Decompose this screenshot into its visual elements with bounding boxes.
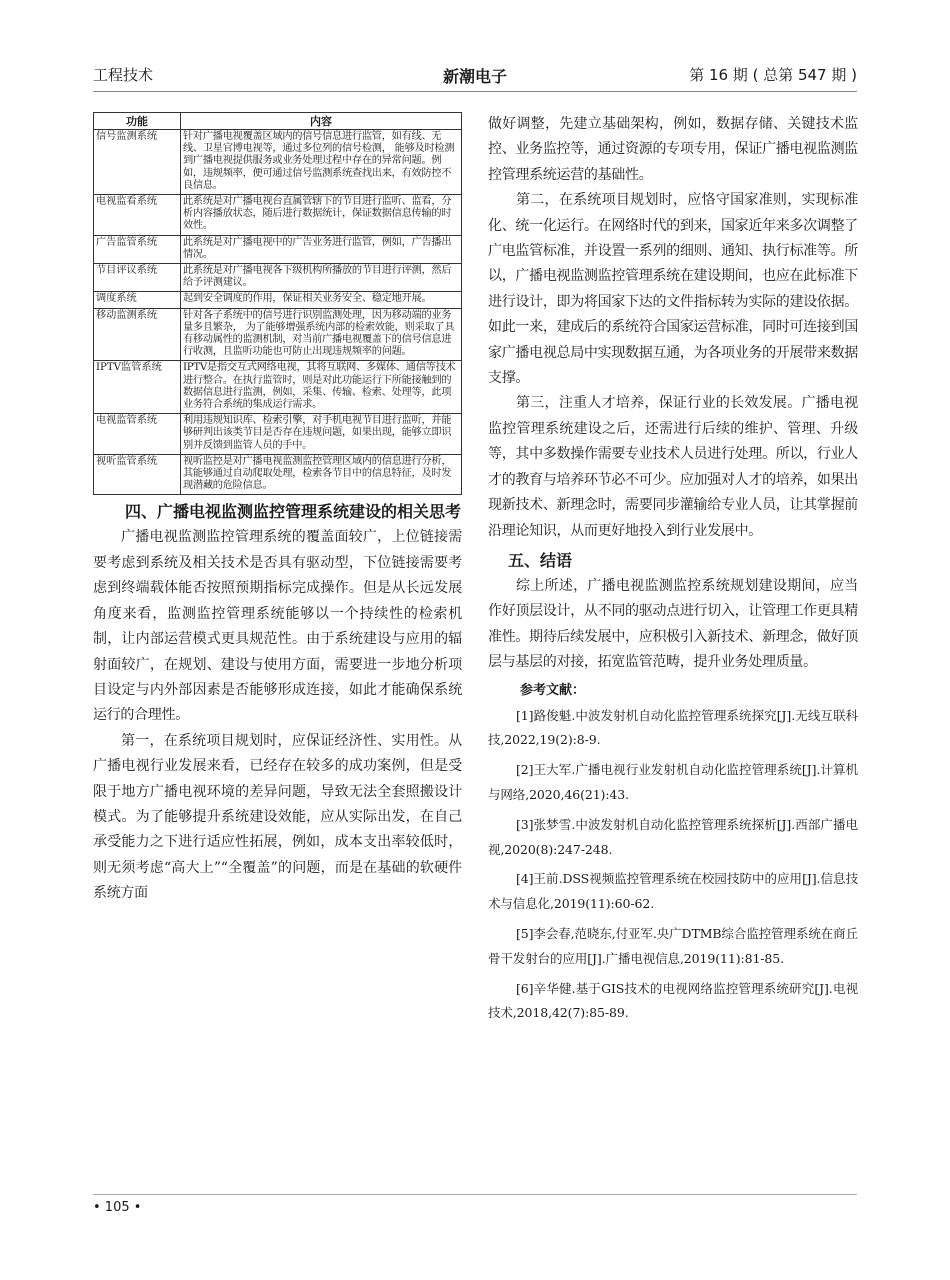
paragraph: 综上所述，广播电视监测监控系统规划建设期间，应当作好顶层设计，从不同的驱动点进行切入，让管理工作更具精准性。期待后续发展中，应积极引入新技术、新理念，做好顶层与基层的对接，拓宽监管范畴，提升业务处理质量。 (488, 577, 858, 671)
table-row (94, 130, 462, 195)
table-cell-content: 此系统是对广播电视台直属管辖下的节目进行监听、监看，分析内容播放状态，随后进行数据统计，保证数据信息传输的时效性。 (181, 195, 462, 236)
table-header-function: 功能 (94, 113, 181, 130)
table-row (94, 454, 462, 495)
section-5-body (488, 574, 858, 676)
table-row (94, 235, 462, 263)
table-cell-content: IPTV是指交互式网络电视，其将互联网、多媒体、通信等技术进行整合。在执行监管时，则是对此功能运行下所能接触到的数据信息进行监测，例如，采集、传输、检索、处理等，此项业务符合系统的集成运行需求。 (181, 361, 462, 414)
reference-item: [1]路俊魁.中波发射机自动化监控管理系统探究[J].无线互联科技,2022,19(2):8-9. (488, 707, 858, 748)
references-heading: 参考文献： (520, 682, 586, 698)
table-cell-function: 移动监测系统 (94, 308, 181, 361)
header-journal-name: 新潮电子 (442, 67, 507, 86)
table-row (94, 361, 462, 414)
section-5-heading: 五、结语 (508, 550, 573, 570)
table-cell-function: 电视监管系统 (94, 414, 181, 455)
section-4-body (93, 525, 462, 906)
reference-item: [5]李会春,范晓东,付亚军.央广DTMB综合监控管理系统在商丘骨干发射台的应用[J].广播电视信息,2019(11):81-85. (488, 925, 858, 966)
table-cell-content: 此系统是对广播电视中的广告业务进行监管，例如，广告播出情况。 (181, 235, 462, 263)
reference-item: [2]王大军.广播电视行业发射机自动化监控管理系统[J].计算机与网络,2020,46(21):43. (488, 762, 858, 802)
table-cell-content: 视听监控是对广播电视监测监控管理区域内的信息进行分析，其能够通过自动爬取处理，检索各节目中的信息特征，及时发现潜藏的危险信息。 (181, 454, 462, 495)
table-row (94, 292, 462, 308)
left-column (93, 112, 462, 907)
section-4-heading: 四、广播电视监测监控管理系统建设的相关思考 (125, 502, 462, 522)
table-cell-function: 调度系统 (94, 292, 181, 308)
table-row (94, 264, 462, 292)
reference-item: [6]辛华健.基于GIS技术的电视网络监控管理系统研究[J].电视技术,2018,42(7):85-89. (488, 980, 858, 1021)
table-cell-function: 信号监测系统 (94, 130, 181, 195)
table-row (94, 195, 462, 236)
table-cell-content: 针对各子系统中的信号进行识别监测处理，因为移动端的业务量多且繁杂， 为了能够增强系统内部的检索效能，则采取了具有移动属性的监测机制，对当前广播电视覆盖下的信号信息进行收测，且监听功能也可防止出现违规频率的问题。 (181, 308, 462, 361)
page-number: • 105 • (93, 1200, 142, 1215)
table-cell-content: 利用违规知识库、检索引擎，对手机电视节目进行监听，并能够研判出该类节目是否存在违规问题，如果出现，能够立即识别并反馈到监管人员的手中。 (181, 414, 462, 455)
header-section-label: 工程技术 (93, 66, 154, 84)
header-issue-number: 第 16 期 ( 总第 547 期 ) (689, 66, 857, 84)
right-column-body (488, 112, 858, 544)
table-cell-function: 节目评议系统 (94, 264, 181, 292)
table-cell-content: 起到安全调度的作用，保证相关业务安全、稳定地开展。 (181, 292, 462, 308)
table-cell-function: 广告监管系统 (94, 235, 181, 263)
reference-item: [3]张梦雪.中波发射机自动化监控管理系统探析[J].西部广播电视,2020(8):247-248. (488, 816, 858, 857)
footer-rule (93, 1194, 857, 1195)
page-header (93, 64, 857, 88)
table-cell-content: 此系统是对广播电视各下级机构所播放的节目进行评测，然后给予评测建议。 (181, 264, 462, 292)
header-rule (93, 91, 857, 92)
references-list (488, 704, 858, 1027)
table-cell-content: 针对广播电视覆盖区域内的信号信息进行监管，如有线、无线、卫星官博电视等，通过多位列的信号检测， 能够及时检测到广播电视提供服务或业务处理过程中存在的异常问题。例如，违规频率，便可通过信号监测系统查找出来，有效防控不良信息。 (181, 130, 462, 195)
right-column (488, 112, 858, 1031)
paragraph: 第二，在系统项目规划时，应恪守国家准则，实现标准化、统一化运行。在网络时代的到来，国家近年来多次调整了广电监管标准，并设置一系列的细则、通知、执行标准等。所以，广播电视监测监控管理系统在建设期间，也应在此标准下进行设计，即为将国家下达的文件指标转为实际的建设依据。如此一来，建成后的系统符合国家运营标准，同时可连接到国家广播电视总局中实现数据互通，为各项业务的开展带来数据支撑。 (488, 192, 858, 387)
reference-item: [4]王前.DSS视频监控管理系统在校园技防中的应用[J].信息技术与信息化,2019(11):60-62. (488, 871, 858, 912)
table-cell-function: 视听监管系统 (94, 454, 181, 495)
table-cell-function: IPTV监管系统 (94, 361, 181, 414)
table-row (94, 414, 462, 455)
table-header-row (94, 113, 462, 130)
paragraph-continued: 做好调整，先建立基础架构，例如，数据存储、关键技术监控、业务监控等，通过资源的专项专用，保证广播电视监测监控管理系统运营的基础性。 (488, 116, 858, 183)
paragraph: 第一，在系统项目规划时，应保证经济性、实用性。从广播电视行业发展来看，已经存在较多的成功案例，但是受限于地方广播电视环境的差异问题，导致无法全套照搬设计模式。为了能够提升系统建设效能，应从实际出发，在自己承受能力之下进行适应性拓展，例如，成本支出率较低时，则无须考虑“高大上”“全覆盖”的问题，而是在基础的软硬件系统方面 (93, 732, 462, 902)
function-table (93, 112, 462, 495)
paragraph: 广播电视监测监控管理系统的覆盖面较广，上位链接需要考虑到系统及相关技术是否具有驱动型，下位链接需要考虑到终端载体能否按照预期指标完成操作。但是从长远发展角度来看，监测监控管理系统能够以一个持续性的检索机制，让内部运营模式更具规范性。由于系统建设与应用的辐射面较广，在规划、建设与使用方面，需要进一步地分析项目设定与内外部因素是否能够形成连接，如此才能确保系统运行的合理性。 (93, 529, 462, 724)
table-row (94, 308, 462, 361)
paragraph: 第三，注重人才培养，保证行业的长效发展。广播电视监控管理系统建设之后，还需进行后续的维护、管理、升级等，其中多数操作需要专业技术人员进行处理。所以，行业人才的教育与培养环节必不可少。应加强对人才的培养，如果出现新技术、新理念时，需要同步灌输给专业人员，让其掌握前沿理论知识，从而更好地投入到行业发展中。 (488, 395, 858, 539)
table-header-content: 内容 (181, 113, 462, 130)
table-cell-function: 电视监看系统 (94, 195, 181, 236)
